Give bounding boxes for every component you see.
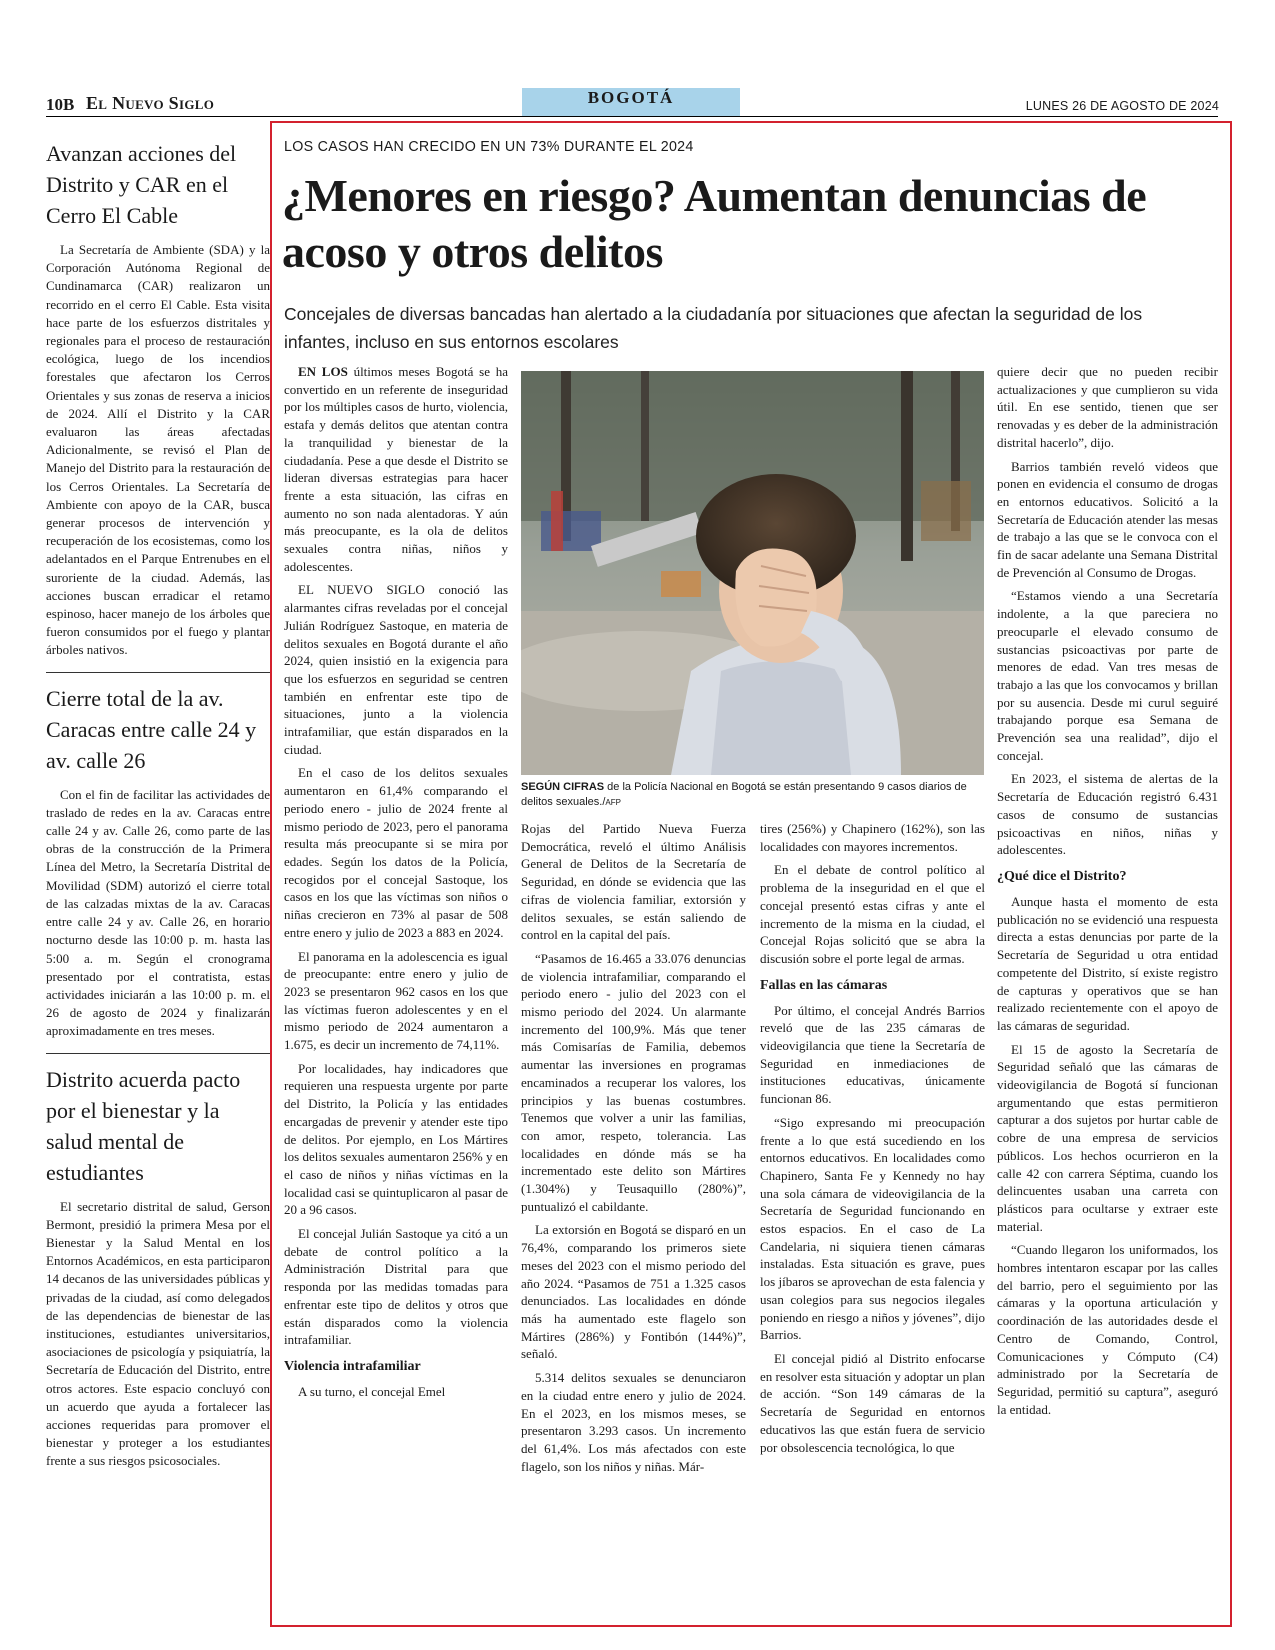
article-kicker: LOS CASOS HAN CRECIDO EN UN 73% DURANTE EL 2024 <box>284 138 694 155</box>
article-subhead: Fallas en las cámaras <box>760 977 888 993</box>
lead-in: EN LOS <box>298 364 348 379</box>
edition-date: LUNES 26 DE AGOSTO DE 2024 <box>1025 99 1219 113</box>
sidebar-story-title: Avanzan acciones del Distrito y CAR en el Cerro El Cable <box>46 141 237 228</box>
article-paragraph: Barrios también reveló videos que ponen en evidencia el consumo de drogas en entornos educativos. Solicitó a la Secretaría de Educación atender las mesas de trabajo a las que se le convoca con el fin de sacar adelante una Semana Distrital de Prevención al Consumo de Drogas. <box>997 458 1218 580</box>
article-paragraph: Rojas del Partido Nueva Fuerza Democrática, reveló el último Análisis General de Delitos de la Secretaría de Seguridad, en dónde se evidencia que las cifras de violencia familiar, extorsión y delitos sexuales, se están saliendo de control en la capital del país. <box>521 821 746 943</box>
caption-text: de la Policía Nacional en Bogotá se están presentando 9 casos diarios de delitos sexuales./ <box>521 781 967 808</box>
header-rule <box>46 116 1218 117</box>
photo-credit: AFP <box>605 798 621 807</box>
sidebar-divider <box>46 1053 270 1054</box>
article-photo <box>521 371 984 775</box>
article-paragraph: El 15 de agosto la Secretaría de Seguridad señaló que las cámaras de videovigilancia de Bogotá sí funcionan argumentando que estas permitieron capturar a dos sujetos por hurtar cable de cobre de una empresa de servicios públicos. Los hechos ocurrieron en la calle 42 con carrera Séptima, cuando los delincuentes usaban una carreta con plásticos para ocultarse y extraer este material. <box>997 1041 1218 1234</box>
sidebar-story-body: El secretario distrital de salud, Gerson Bermont, presidió la primera Mesa por el Bienestar y la Salud Mental en los Entornos Académicos, en esta participaron 14 decanos de las universidades públicas y privadas de la ciudad, así como delegados de las dependencias de bienestar de las instituciones, estudiantes universitarios, asociaciones de psicología y psiquiatría, la Secretaría de Educación del Distrito, entre otros actores. Este espacio concluyó con un acuerdo que ayuda a fortalecer las acciones requeridas para promover el bienestar y proteger a los estudiantes frente a sus riesgos psicosociales. <box>46 1198 270 1469</box>
sidebar-story-body: La Secretaría de Ambiente (SDA) y la Corporación Autónoma Regional de Cundinamarca (CAR) realizaron un recorrido en el cerro El Cable. Esta visita hace parte de los esfuerzos distritales y regionales para el proceso de restauración ecológica, luego de los incendios forestales que afectaron los Cerros Orientales y sus zonas de reserva a inicios de 2024. Allí el Distrito y la CAR evaluaron las áreas afectadas Adicionalmente, se revisó el Plan de Manejo del Distrito para la restauración de los Cerros Orientales. La Secretaría de Ambiente con apoyo de la CAR, busca generar procesos de intervención y recuperación de los ecosistemas, como los adelantados en el Parque Entrenubes en el suroriente de la ciudad. Además, las acciones buscan erradicar el retamo espinoso, hacer manejo de los árboles que fueron consumidos por el fuego y plantar árboles nativos. <box>46 242 270 658</box>
sidebar-story-title: Distrito acuerda pacto por el bienestar y la salud mental de estudiantes <box>46 1066 241 1185</box>
sidebar-story-title: Cierre total de la av. Caracas entre calle 24 y av. calle 26 <box>46 685 257 773</box>
article-paragraph: “Cuando llegaron los uniformados, los hombres intentaron escapar por las calles del barrio, pero el seguimiento por las cámaras y la oportuna articulación y coordinación de las autoridades desde el Centro de Comando, Control, Comunicaciones y Cómputo (C4) administrado por la Secretaría de Seguridad, permitió su captura”, aseguró la entidad. <box>997 1242 1218 1417</box>
article-column-3 <box>760 820 985 1462</box>
article-paragraph: EL NUEVO SIGLO conoció las alarmantes cifras reveladas por el concejal Julián Rodríguez Sastoque, en materia de delitos sexuales en Bogotá durante el año 2024, quien insistió en la exigencia para que los esfuerzos en seguridad se centren también en enfrentar este tipo de situaciones, junto a la violencia intrafamiliar, que están disparados en la ciudad. <box>284 582 508 757</box>
photo-caption <box>521 780 984 810</box>
article-paragraph: Por último, el concejal Andrés Barrios reveló que de las 235 cámaras de videovigilancia que tiene la Secretaría de Seguridad en inmediaciones de instituciones educativas, únicamente funcionan 86. <box>760 1002 985 1107</box>
article-column-4 <box>997 363 1218 1424</box>
sidebar <box>46 138 270 1471</box>
page-number: 10B <box>46 95 75 114</box>
article-subhead: ¿Qué dice el Distrito? <box>997 868 1127 884</box>
sidebar-story <box>46 138 270 660</box>
article-paragraph <box>284 363 508 575</box>
article-paragraph: La extorsión en Bogotá se disparó en un 76,4%, comparando los primeros siete meses del 2023 con el mismo periodo del año 2024. “Pasamos de 751 a 1.325 casos denunciados. Las localidades en dónde más ha aumentado este flagelo son Mártires (286%) y Fontibón (144%)”, señaló. <box>521 1222 746 1362</box>
sidebar-story-body: Con el fin de facilitar las actividades de traslado de redes en la av. Caracas entre calle 24 y av. Calle 26, como parte de las obras de la construcción de la Primera Línea del Metro, la Secretaría Distrital de Movilidad (SDM) autorizó el cierre total de las calzadas mixtas de la av. Caracas entre calle 24 y av. Calle 26, en horario nocturno desde las 10:00 p. m. hasta las 5:00 a. m. Según el cronograma presentado por el contratista, estas actividades iniciarán a las 10:00 p. m. el 26 de agosto de 2024 y finalizarán aproximadamente en tres meses. <box>46 786 270 1039</box>
caption-lead: SEGÚN CIFRAS <box>521 781 605 793</box>
section-tab: BOGOTÁ <box>522 88 740 117</box>
article-headline: ¿Menores en riesgo? Aumentan denuncias de acoso y otros delitos <box>282 170 1147 277</box>
article-paragraph: A su turno, el concejal Emel <box>298 1383 446 1399</box>
article-paragraph: Aunque hasta el momento de esta publicación no se evidenció una respuesta directa a estas denuncias por parte de la Secretaría de Seguridad u otra entidad competente del Distrito, sí existe registro de capturas y operativos que se han realizado recientemente con el apoyo de las cámaras de seguridad. <box>997 893 1218 1033</box>
sidebar-story <box>46 683 270 1041</box>
article-paragraph: El concejal Julián Sastoque ya citó a un debate de control político a la Administración Distrital para que responda por las medidas tomadas para enfrentar este tipo de delitos y otros que están disparados como la violencia intrafamiliar. <box>284 1226 508 1348</box>
sidebar-divider <box>46 672 270 673</box>
article-subhead: Violencia intrafamiliar <box>284 1358 421 1374</box>
article-paragraph: “Estamos viendo a una Secretaría indolente, a la que pareciera no preocuparle el elevado consumo de sustancias psicoactivas por parte de menores de edad. Van tres mesas de trabajo a las que los convocamos y brillan por su ausencia. Desde mi curul seguiré trabajando porque esa Semana de Prevención sea una realidad”, dijo el concejal. <box>997 588 1218 763</box>
article-paragraph: Por localidades, hay indicadores que requieren una respuesta urgente por parte del Distrito, la Policía y las entidades encargadas de prevenir y atender este tipo de delitos. Por ejemplo, en Los Mártires los delitos sexuales aumentaron 256% y en el caso de niños y niñas víctimas en la localidad casi se quintuplicaron al pasar de 20 a 96 casos. <box>284 1060 508 1218</box>
article-paragraph: “Sigo expresando mi preocupación frente a lo que está sucediendo en los entornos educativos. En localidades como Chapinero, Santa Fe y Kennedy no hay una sola cámara de videovigilancia de la Secretaría de Seguridad funcionando en estos espacios. En el caso de La Candelaria, ni siquiera tienen cámaras instaladas. Esta situación es grave, pues los jíbaros se aprovechan de esta falencia y usan colegios para sus negocios ilegales poniendo en riesgo a niños y jóvenes”, dijo Barrios. <box>760 1114 985 1343</box>
article-paragraph: En 2023, el sistema de alertas de la Secretaría de Educación registró 6.431 casos de consumo de sustancias psicoactivas en niños, niñas y adolescentes. <box>997 771 1218 858</box>
article-deck: Concejales de diversas bancadas han alertado a la ciudadanía por situaciones que afectan la seguridad de los infantes, incluso en sus entornos escolares <box>284 304 1143 352</box>
article-paragraph: tires (256%) y Chapinero (162%), son las localidades con mayores incrementos. <box>760 821 985 854</box>
paragraph-text: últimos meses Bogotá se ha convertido en un referente de inseguridad por los múltiples casos de hurto, violencia, estafa y demás delitos que atentan contra la tranquilidad y bienestar de la ciudadanía. Pese a que desde el Distrito se lideran diversas estrategias para hacer frente a esta situación, las cifras en aumento no son nada alentadoras. Y aún más preocupante, es la ola de delitos sexuales contra niñas, niños y adolescentes. <box>284 364 508 574</box>
masthead: El Nuevo Siglo <box>86 93 215 113</box>
child-covering-face-photo <box>521 371 984 775</box>
article-paragraph: En el debate de control político al problema de la inseguridad en el que el concejal presentó estas cifras y ante el incremento de la misma en la ciudad, el Concejal Rojas solicitó que se abra la discusión sobre el porte legal de armas. <box>760 862 985 966</box>
article-paragraph: El concejal pidió al Distrito enfocarse en resolver esta situación y adoptar un plan de acción. “Son 149 cámaras de la Secretaría de Seguridad en entornos educativos las que están fuera de servicio por obsolescencia tecnológica, lo que <box>760 1350 985 1455</box>
sidebar-story <box>46 1064 270 1471</box>
article-paragraph: El panorama en la adolescencia es igual de preocupante: entre enero y julio de 2023 se presentaron 962 casos en los que las víctimas fueron adolescentes y en el mismo periodo de 2024 aumentaron a 1.675, es decir un incremento de 74,11%. <box>284 948 508 1053</box>
article-column-1 <box>284 363 508 1407</box>
article-paragraph: 5.314 delitos sexuales se denunciaron en la ciudad entre enero y julio de 2024. En el 2023, en los mismos meses, se presentaron 3.293 casos. Un incremento del 61,4%. Los más afectados con este flagelo, son los niños y niñas. Már- <box>521 1370 746 1474</box>
article-paragraph: “Pasamos de 16.465 a 33.076 denuncias de violencia intrafamiliar, comparando el periodo enero - julio del 2023 con el mismo periodo del 2024. Un alarmante incremento del 100,9%. Más que tener más Comisarías de Familia, debemos aumentar las inversiones en programas encaminados a recuperar los valores, los principios y las buenas costumbres. Tenemos que volver a unir las familias, con amor, respeto, tolerancia. Las localidades en dónde más se ha incrementado este delito son Mártires (1.304%) y Teusaquillo (280%)”, puntualizó el cabildante. <box>521 950 746 1214</box>
article-paragraph: En el caso de los delitos sexuales aumentaron en 61,4% comparando el periodo enero - julio de 2024 frente al mismo periodo de 2023, pero el panorama resulta más preocupante si se mira por edades. Según los datos de la Policía, recogidos por el concejal Sastoque, los casos en los que las víctimas son niños o niñas crecieron en 73% al pasar de 508 entre enero y julio de 2023 a 883 en 2024. <box>284 765 508 940</box>
article-column-2 <box>521 820 746 1481</box>
article-paragraph: quiere decir que no pueden recibir actualizaciones y que cumplieron su vida útil. En ese sentido, tienen que ser renovadas y es deber de la administración distrital hacerlo”, dijo. <box>997 364 1218 450</box>
